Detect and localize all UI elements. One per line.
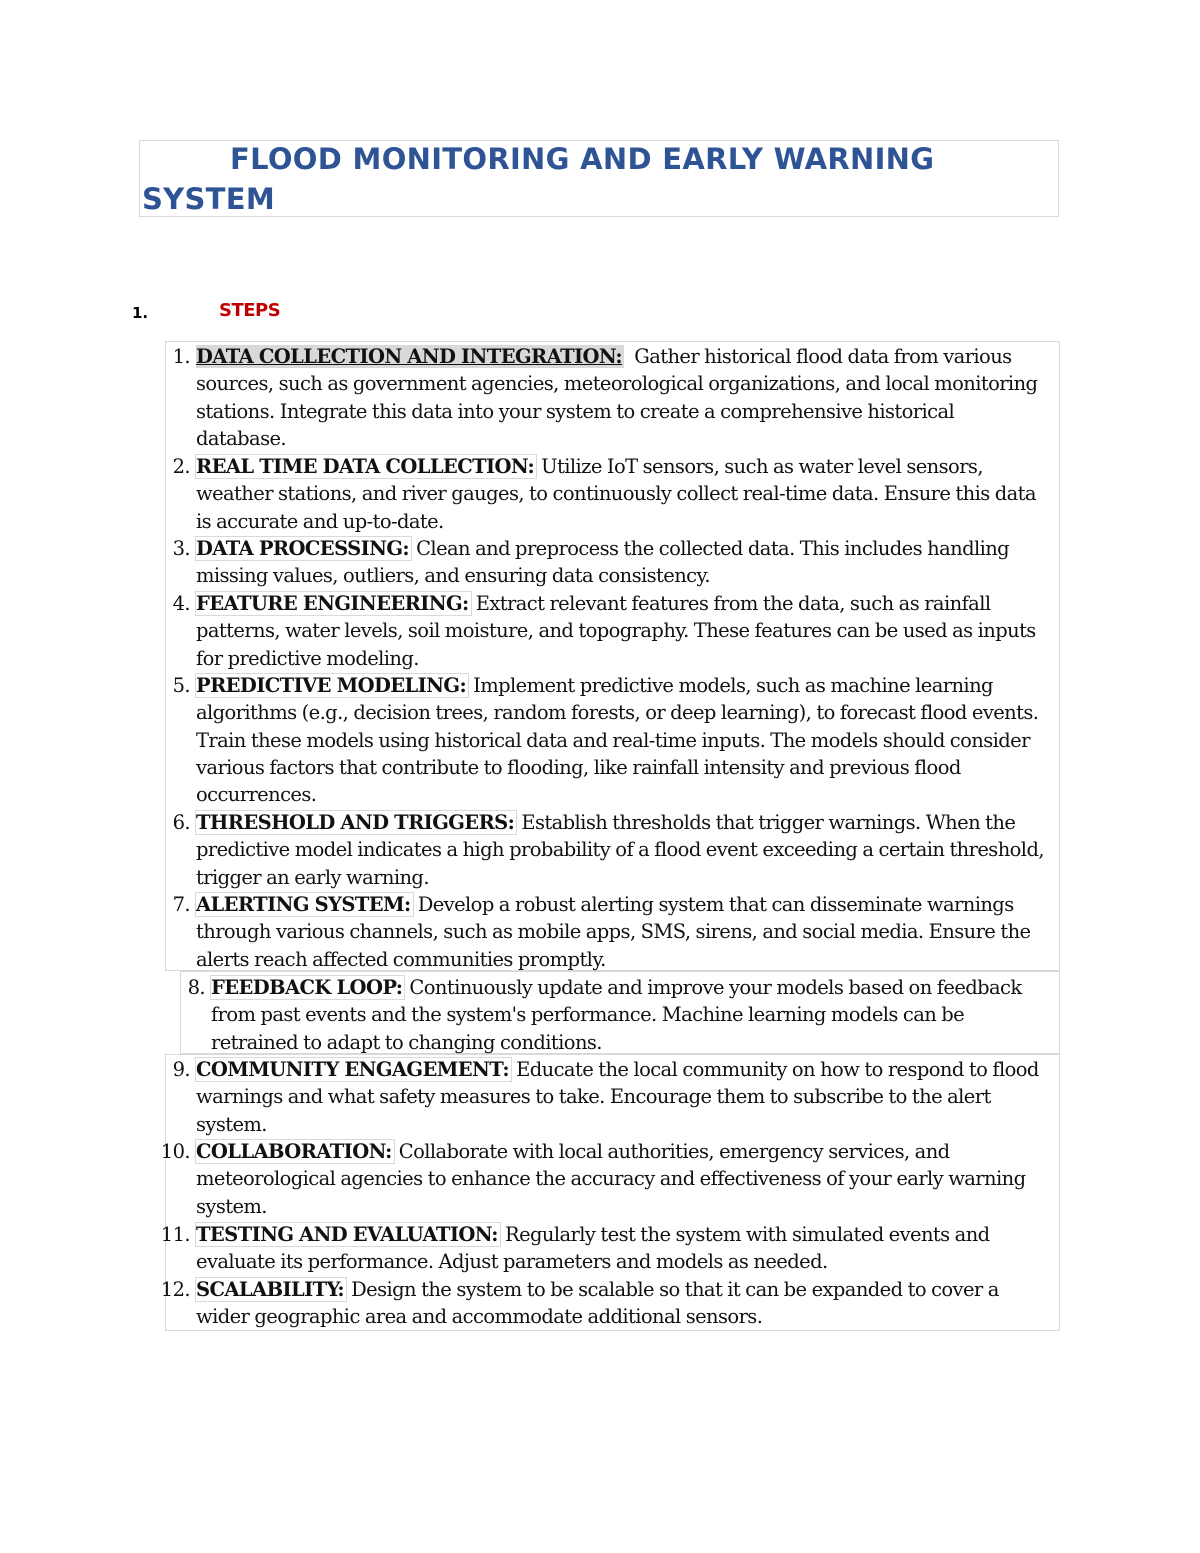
step-description: Continuously update and improve your models based on feedback from past events and the system's performance. Machine learning models can be retrained to adapt to changing conditions.: [211, 976, 1027, 1054]
step-description: Establish thresholds that trigger warnings. When the predictive model indicates a high probability of a flood event exceeding a certain threshold, trigger an early warning.: [196, 811, 1050, 889]
step-number: 11.: [160, 1223, 190, 1246]
step-heading: DATA PROCESSING:: [196, 537, 410, 560]
section-number: 1.: [132, 304, 149, 322]
step-number: 2.: [172, 455, 190, 478]
step-description: Develop a robust alerting system that can disseminate warnings through various channels, such as mobile apps, SMS, sirens, and social media. Ensure the alerts reach affected communities promptly.: [196, 893, 1036, 971]
step-number: 12.: [160, 1278, 190, 1301]
step-number: 10.: [160, 1140, 190, 1163]
step-number: 1.: [172, 345, 190, 368]
step-heading: COMMUNITY ENGAGEMENT:: [196, 1058, 510, 1081]
step-description: Utilize IoT sensors, such as water level sensors, weather stations, and river gauges, to continuously collect real-time data. Ensure this data is accurate and up-to-date.: [196, 455, 1042, 533]
step-number: 7.: [172, 893, 190, 916]
step-heading: COLLABORATION:: [196, 1140, 392, 1163]
step-description: Collaborate with local authorities, emergency services, and meteorological agencies to enhance the accuracy and effectiveness of your early warning system.: [196, 1140, 1031, 1218]
step-heading: ALERTING SYSTEM:: [196, 893, 411, 916]
document-title-line-2: SYSTEM: [142, 182, 276, 216]
step-description: Clean and preprocess the collected data. This includes handling missing values, outliers, and ensuring data consistency.: [196, 537, 1015, 588]
step-description: Implement predictive models, such as machine learning algorithms (e.g., decision trees, random forests, or deep learning), to forecast flood events. Train these models using historical data and real-time inputs. The models should consider various factors that contribute to flooding, like rainfall intensity and previous flood occurrences.: [196, 674, 1044, 807]
step-description: Design the system to be scalable so that it can be expanded to cover a wider geographic area and accommodate additional sensors.: [196, 1278, 1004, 1329]
step-number: 8.: [187, 976, 205, 999]
step-heading: THRESHOLD AND TRIGGERS:: [196, 811, 515, 834]
step-number: 3.: [172, 537, 190, 560]
step-description: Regularly test the system with simulated events and evaluate its performance. Adjust parameters and models as needed.: [196, 1223, 995, 1274]
step-description: Educate the local community on how to respond to flood warnings and what safety measures to take. Encourage them to subscribe to the alert system.: [196, 1058, 1044, 1136]
step-number: 6.: [172, 811, 190, 834]
step-heading: SCALABILITY:: [196, 1278, 345, 1301]
step-heading: FEATURE ENGINEERING:: [196, 592, 469, 615]
document-title-line-1: FLOOD MONITORING AND EARLY WARNING: [230, 142, 935, 176]
step-number: 5.: [172, 674, 190, 697]
step-description: Extract relevant features from the data, such as rainfall patterns, water levels, soil moisture, and topography. These features can be used as inputs for predictive modeling.: [196, 592, 1041, 670]
section-heading: STEPS: [219, 300, 281, 321]
step-heading: REAL TIME DATA COLLECTION:: [196, 455, 535, 478]
step-heading: DATA COLLECTION AND INTEGRATION:: [196, 345, 623, 368]
step-description: Gather historical flood data from various sources, such as government agencies, meteorological organizations, and local monitoring stations. Integrate this data into your system to create a comprehensive historical database.: [196, 345, 1043, 450]
step-heading: FEEDBACK LOOP:: [211, 976, 403, 999]
step-heading: PREDICTIVE MODELING:: [196, 674, 467, 697]
step-number: 4.: [172, 592, 190, 615]
step-heading: TESTING AND EVALUATION:: [196, 1223, 498, 1246]
step-number: 9.: [172, 1058, 190, 1081]
